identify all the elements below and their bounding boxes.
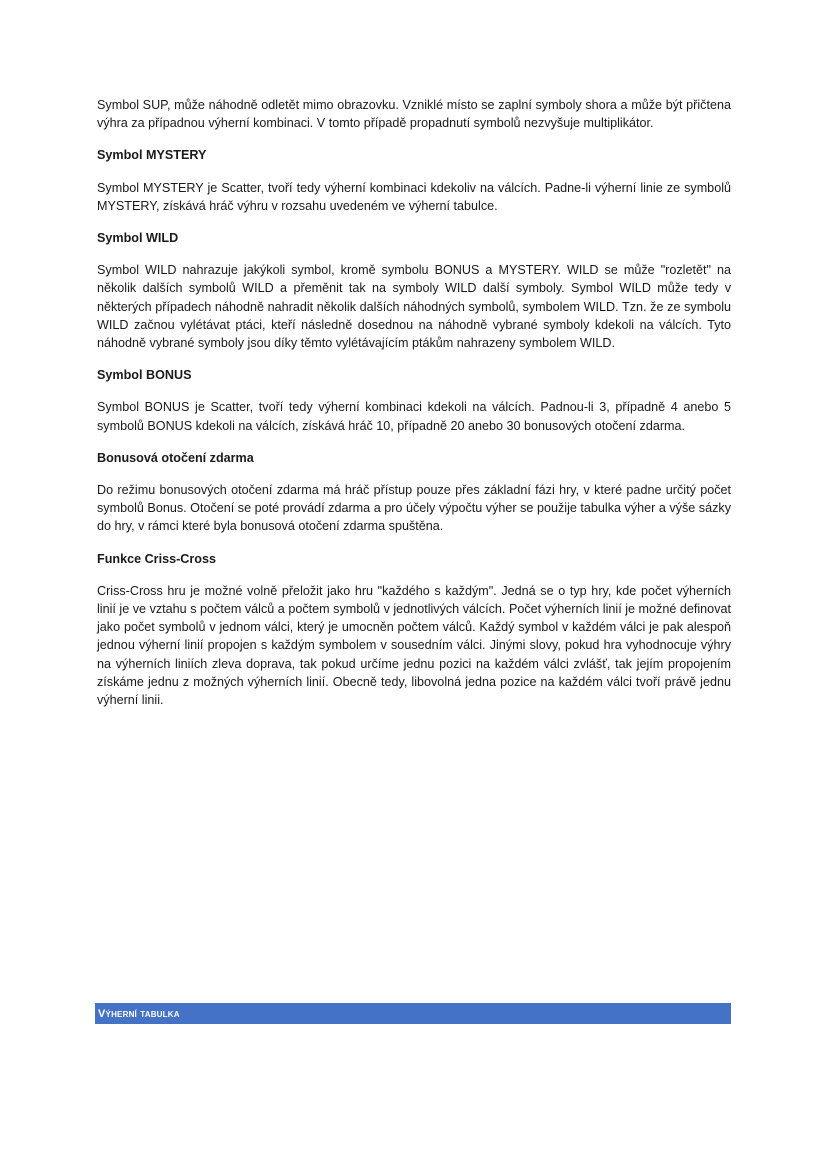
winning-table-header-bar xyxy=(95,1003,731,1024)
intro-paragraph: Symbol SUP, může náhodně odletět mimo obrazovku. Vzniklé místo se zaplní symboly shora a může být přičtena výhra za případnou výherní kombinaci. V tomto případě propadnutí symbolů nezvyšuje multiplikátor. xyxy=(97,98,731,131)
section-text-mystery: Symbol MYSTERY je Scatter, tvoří tedy výherní kombinaci kdekoliv na válcích. Padne-li výherní linie ze symbolů MYSTERY, získává hráč výhru v rozsahu uvedeném ve výherní tabulce. xyxy=(97,180,731,213)
winning-table-title: Výherní tabulka xyxy=(98,1007,180,1020)
section-heading-criss-cross: Funkce Criss-Cross xyxy=(97,551,216,566)
section-text-criss-cross: Criss-Cross hru je možné volně přeložit jako hru "každého s každým". Jedná se o typ hry, kde počet výherních linií je ve vztahu s počtem válců a počtem symbolů v jednotlivých válcích. Počet výherních linií je možné definovat jako počet symbolů v jednom válci, který je umocněn počtem válců. Každý symbol v každém válci je pak alespoň jednou výherní linií propojen s každým symbolem v sousedním válci. Jinými slovy, pokud hra vyhodnocuje výhry na výherních liniích zleva doprava, tak pokud určíme jednu pozici na každém válci zvlášť, tak jejím propojením získáme jednu z možných výherních linií. Obecně tedy, libovolná jedna pozice na každém válci tvoří právě jednu výherní linii. xyxy=(97,583,731,708)
section-text-bonus: Symbol BONUS je Scatter, tvoří tedy výherní kombinaci kdekoli na válcích. Padnou-li 3, případně 4 anebo 5 symbolů BONUS kdekoli na válcích, získává hráč 10, případně 20 anebo 30 bonusových otočení zdarma. xyxy=(97,400,731,433)
section-text-free-spins: Do režimu bonusových otočení zdarma má hráč přístup pouze přes základní fázi hry, v které padne určitý počet symbolů Bonus. Otočení se poté provádí zdarma a pro účely výpočtu výher se použije tabulka výher a výše sázky do hry, v rámci které byla bonusová otočení zdarma spuštěna. xyxy=(97,483,731,534)
section-heading-free-spins: Bonusová otočení zdarma xyxy=(97,450,254,465)
section-text-wild: Symbol WILD nahrazuje jakýkoli symbol, kromě symbolu BONUS a MYSTERY. WILD se může "rozletět" na několik dalších symbolů WILD a přeměnit tak na symboly WILD další symboly. Symbol WILD může tedy v některých případech náhodně nahradit několik dalších náhodných symbolů, symbolem WILD. Tzn. že ze symbolu WILD začnou vylétávat ptáci, kteří následně dosednou na náhodně vybrané symboly kdekoli na válcích. Tyto náhodně vybrané symboly jsou díky těmto vylétávajícím ptákům nahrazeny symbolem WILD. xyxy=(97,263,731,351)
section-heading-wild: Symbol WILD xyxy=(97,231,179,246)
document-page xyxy=(97,96,731,723)
section-heading-bonus: Symbol BONUS xyxy=(97,368,192,383)
section-heading-mystery: Symbol MYSTERY xyxy=(97,148,207,163)
